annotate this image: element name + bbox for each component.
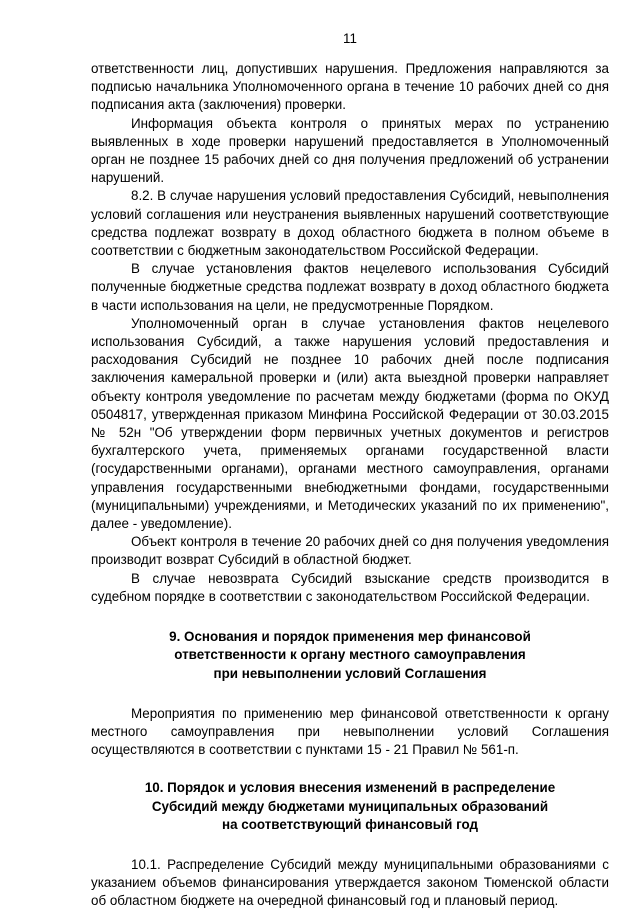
- heading-line: Субсидий между бюджетами муниципальных образований: [151, 798, 549, 814]
- paragraph: В случае невозврата Субсидий взыскание средств производится в судебном порядке в соответствии с законодательством Российской Федерации.: [91, 570, 609, 604]
- paragraph: Уполномоченный орган в случае установления фактов нецелевого использования Субсидий, а также нарушения условий предоставления и расходования Субсидий не позднее 10 рабочих дней после подписания заключения камеральной проверки и (или) акта выездной проверки направляет объекту контроля уведомление по расчетам между бюджетами (форма по ОКУД 0504817, утвержденная приказом Минфина Российской Федерации от 30.03.2015 № 52н "Об утверждении форм первичных учетных документов и регистров бухгалтерского учета, применяемых органами государственной власти (государственными органами), органами местного самоуправления, органами управления государственными внебюджетными фондами, государственными (муниципальными) учреждениями, и Методических указаний по их применению", далее - уведомление).: [91, 315, 609, 532]
- paragraph: 8.2. В случае нарушения условий предоставления Субсидий, невыполнения условий соглашения или неустранения выявленных нарушений соответствующие средства подлежат возврату в доход областного бюджета в полном объеме в соответствии с бюджетным законодательством Российской Федерации.: [91, 188, 609, 259]
- section-10-heading: [91, 779, 609, 834]
- heading-line: на соответствующий финансовый год: [222, 816, 478, 832]
- section-10-paragraph: 10.1. Распределение Субсидий между муниципальными образованиями с указанием объемов финансирования утверждается законом Тюменской области об областном бюджете на очередной финансовый год и плановый период.: [91, 856, 609, 909]
- paragraph: В случае установления фактов нецелевого использования Субсидий полученные бюджетные средства подлежат возврату в доход областного бюджета в части использования на цели, не предусмотренные Порядком.: [91, 261, 609, 313]
- heading-line: ответственности к органу местного самоуправления: [174, 647, 526, 663]
- paragraph: Информация объекта контроля о принятых мерах по устранению выявленных в ходе проверки нарушений предоставляется в Уполномоченный орган не позднее 15 рабочих дней со дня получения предложений об устранении нарушений.: [91, 115, 609, 186]
- paragraph: Объект контроля в течение 20 рабочих дней со дня получения уведомления производит возврат Субсидий в областной бюджет.: [91, 534, 609, 568]
- document-page: [91, 30, 609, 911]
- heading-line: 10. Порядок и условия внесения изменений в распределение: [144, 780, 556, 796]
- heading-line: при невыполнении условий Соглашения: [213, 665, 487, 681]
- paragraph: ответственности лиц, допустивших нарушения. Предложения направляются за подписью начальника Уполномоченного органа в течение 10 рабочих дней со дня подписания акта (заключения) проверки.: [91, 61, 609, 113]
- page-number: 11: [343, 31, 357, 46]
- heading-line: 9. Основания и порядок применения мер финансовой: [169, 629, 531, 645]
- section-9-heading: [91, 628, 609, 683]
- section-9-paragraph: Мероприятия по применению мер финансовой ответственности к органу местного самоуправления при невыполнении условий Соглашения осуществляются в соответствии с пунктами 15 - 21 Правил № 561-п.: [91, 705, 609, 758]
